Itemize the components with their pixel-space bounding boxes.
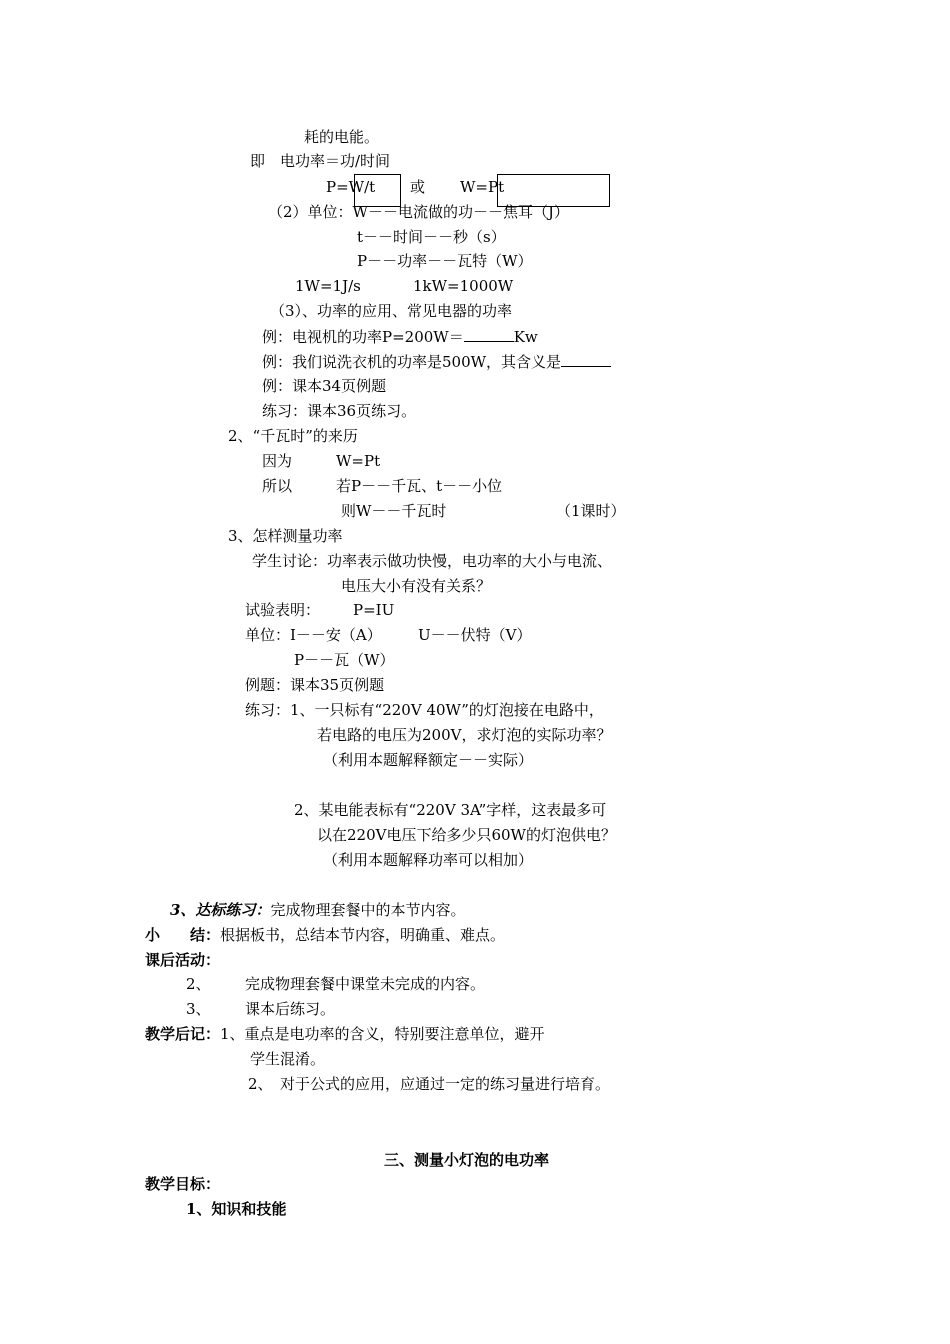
text-line: 单位：I－－安（A） — [245, 626, 382, 644]
text-line: （利用本题解释额定－－实际） — [323, 751, 534, 769]
section-heading: 3、怎样测量功率 — [228, 527, 343, 545]
section-text: 1、重点是电功率的含义，特别要注意单位，避开 — [220, 1025, 545, 1043]
example-text: 例：电视机的功率P=200W＝ — [262, 328, 464, 346]
section-text: 完成物理套餐中的本节内容。 — [270, 901, 466, 919]
text-line: 课本后练习。 — [245, 1000, 336, 1018]
formula-text: P=IU — [353, 601, 395, 619]
text-line — [145, 926, 505, 944]
text-line — [262, 352, 611, 371]
text-line: 练习：课本36页练习。 — [262, 402, 417, 420]
list-number: 2、 — [186, 975, 211, 993]
text-line: 例：课本34页例题 — [262, 377, 387, 395]
text-line: 1W=1J/s — [295, 277, 361, 295]
section-text: 根据板书，总结本节内容，明确重、难点。 — [220, 926, 506, 944]
section-label: 教学目标： — [145, 1175, 221, 1193]
text-line: 或 — [410, 178, 426, 196]
formula-text: P=W/t — [326, 178, 376, 196]
formula-text: W=Pt — [336, 452, 381, 470]
text-line — [145, 1025, 545, 1043]
text-line: 即 电功率＝功/时间 — [250, 152, 391, 170]
text-line: 若电路的电压为200V，求灯泡的实际功率？ — [317, 726, 612, 744]
text-line — [170, 901, 465, 919]
chapter-title: 三、测量小灯泡的电功率 — [384, 1151, 550, 1169]
text-line: 学生讨论：功率表示做功快慢，电功率的大小与电流、 — [252, 552, 613, 570]
text-line: 则W－－千瓦时 — [341, 502, 447, 520]
text-line: 所以 — [262, 477, 293, 495]
text-line: （1课时） — [556, 502, 626, 520]
text-line: P－－功率－－瓦特（W） — [357, 252, 533, 270]
text-line: 若P－－千瓦、t－－小位 — [336, 477, 503, 495]
text-line: 1kW=1000W — [413, 277, 514, 295]
unit-text: Kw — [513, 328, 538, 346]
section-heading: 2、“千瓦时”的来历 — [228, 427, 358, 445]
answer-blank — [561, 352, 611, 367]
text-line: 例题：课本35页例题 — [245, 676, 385, 694]
text-line: 完成物理套餐中课堂未完成的内容。 — [245, 975, 486, 993]
text-line: 试验表明： — [245, 601, 321, 619]
text-line: 学生混淆。 — [250, 1050, 326, 1068]
text-line: 因为 — [262, 452, 293, 470]
text-line: （3）、功率的应用、常见电器的功率 — [270, 302, 513, 320]
text-line — [262, 327, 538, 346]
section-label: 教学后记： — [145, 1025, 221, 1043]
section-heading: 1、知识和技能 — [186, 1200, 287, 1218]
text-line: P－－瓦（W） — [294, 651, 395, 669]
text-line: （2）单位：W－－电流做的功－－焦耳（J） — [268, 203, 569, 221]
section-label: 课后活动： — [145, 951, 221, 969]
text-line: 以在220V电压下给多少只60W的灯泡供电？ — [317, 826, 616, 844]
section-label: 3、达标练习： — [170, 901, 271, 919]
example-text: 例：我们说洗衣机的功率是500W，其含义是 — [262, 353, 562, 371]
section-label: 小 结： — [145, 926, 221, 944]
text-line: 练习：1、一只标有“220V 40W”的灯泡接在电路中， — [245, 701, 604, 719]
text-line: U－－伏特（V） — [418, 626, 532, 644]
text-line: （利用本题解释功率可以相加） — [323, 851, 534, 869]
formula-text: W=Pt — [460, 178, 505, 196]
text-line: 电压大小有没有关系？ — [341, 577, 492, 595]
text-line: 2、 对于公式的应用，应通过一定的练习量进行培育。 — [248, 1075, 611, 1093]
text-line: 2、某电能表标有“220V 3A”字样，这表最多可 — [294, 801, 607, 819]
answer-blank — [464, 327, 514, 342]
list-number: 3、 — [186, 1000, 211, 1018]
text-line: t－－时间－－秒（s） — [357, 228, 506, 246]
text-line: 耗的电能。 — [304, 128, 380, 146]
